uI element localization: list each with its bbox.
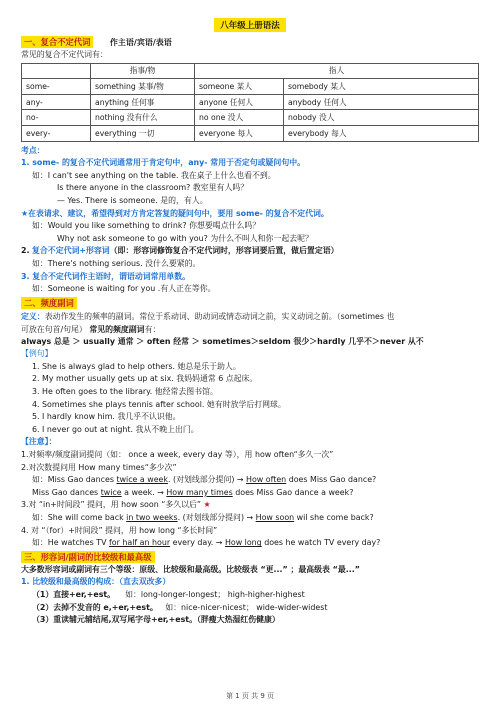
table-cell: everything 一切 — [91, 125, 195, 141]
rule-2-example: 如：nice-nicer-nicest； wide-wider-widest — [165, 602, 328, 612]
text: 如：Miss Gao dances — [32, 475, 117, 485]
star-example-1: 如：Would you like something to drink? 你想要喝点什么吗？ — [32, 221, 261, 231]
point-2-number: 2. — [21, 246, 30, 256]
note-2-example-1 — [21, 474, 479, 487]
point-1-example-2: Is there anyone in the classroom? 教室里有人吗？ — [57, 183, 249, 193]
table-cell: no one 没人 — [195, 110, 284, 126]
rule-2-label: （2）去掉不发音的 e,+er,+est。 — [32, 602, 158, 612]
text: . (对划线部分提问) → — [168, 475, 247, 485]
note-4: 4. 对 “（for）+时间段” 提问，用 how long “多长时间” — [21, 525, 218, 535]
section-3-point-1: 1. 比较级和最高级的构成：（直去双改多） — [21, 577, 171, 587]
point-1: 1. some- 的复合不定代词通常用于肯定句中，any- 常用于否定句或疑问句中。 — [21, 158, 305, 168]
definition-text: 表动作发生的频率的副词。常位于系动词、助动词或情态动词之前，实义动词之前。（sometimes 也 — [44, 311, 395, 321]
section-1-intro: 常见的复合不定代词有： — [21, 50, 108, 59]
rule-2 — [21, 602, 479, 615]
note-2: 2.对次数提问用 How many times“多少次” — [21, 462, 177, 472]
table-cell: some- — [22, 79, 91, 95]
rule-1-label: （1）直接+er,+est。 — [32, 589, 116, 599]
section-2-heading — [21, 297, 479, 309]
table-header-cell — [22, 63, 91, 79]
underlined-text: in two weeks — [126, 513, 178, 522]
section-3-intro: 大多数形容词或副词有三个等级：原级、比较级和最高级。比较级表 “更...” ；最高级表 “最...” — [21, 564, 360, 574]
example-sentence: 3. He often goes to the library. 他经常去图书馆。 — [32, 387, 218, 397]
definition-end: 有： — [144, 324, 161, 334]
key-points-label: 考点： — [21, 145, 45, 155]
title-wrap — [21, 18, 479, 32]
section-2-label: 二、频度副词 — [21, 297, 77, 309]
table-header-row — [22, 63, 479, 79]
text: does Miss Gao dance a week? — [232, 487, 354, 497]
table-cell: no- — [22, 110, 91, 126]
note-3 — [21, 499, 479, 512]
table-row — [22, 110, 479, 126]
section-1-label: 一、复合不定代词 — [21, 36, 93, 48]
example-sentence: 1. She is always glad to help others. 她总是乐于助人。 — [32, 361, 241, 371]
text: 如：She will come back — [32, 513, 127, 522]
note-1: 1.对频率/频度副词提问（如： once a week, every day 等），用 how often“多久一次” — [21, 450, 334, 460]
rule-3: （3）重读辅元辅结尾,双写尾字母+er,+est。（胖瘦大热湿红伤健康） — [32, 615, 280, 625]
text: does he watch TV every day? — [261, 538, 381, 548]
table-cell: nobody 没人 — [284, 110, 479, 126]
note-label: 【注意】： — [21, 437, 57, 447]
star-icon: ★ — [203, 500, 211, 510]
underlined-text: twice a week — [116, 475, 168, 485]
examples-label: 【例句】 — [21, 349, 53, 359]
table-cell: anyone 任何人 — [195, 94, 284, 110]
point-2-highlight: 复合不定代词+形容词 — [32, 246, 110, 256]
table-cell: somebody 某人 — [284, 79, 479, 95]
point-2-example: 如：There's nothing serious. 没什么要紧的。 — [32, 258, 201, 268]
section-3-label: 三、形容词/副词的比较级和最高级 — [21, 551, 155, 563]
table-cell: something 某事/物 — [91, 79, 195, 95]
underlined-text: twice — [100, 487, 122, 497]
table-row — [22, 79, 479, 95]
definition-bold: 常见的频度副词 — [89, 324, 145, 334]
text: Miss Gao dances — [32, 487, 101, 497]
example-sentence: 5. I hardly know him. 我几乎不认识他。 — [32, 412, 181, 422]
table-cell: anybody 任何人 — [284, 94, 479, 110]
table-cell: everyone 每人 — [195, 125, 284, 141]
table-header-cell: 指事/物 — [91, 63, 195, 79]
note-2-example-2 — [21, 487, 479, 500]
table-cell: nothing 没有什么 — [91, 110, 195, 126]
table-cell: any- — [22, 94, 91, 110]
text: . (对划线部分提问) → — [177, 513, 256, 522]
point-2-rest: （即：形容词修饰复合不定代词时，形容词要后置，做后置定语） — [109, 246, 339, 256]
text: does Miss Gao dance? — [286, 475, 377, 485]
section-3-heading — [21, 551, 479, 563]
star-example-2: Why not ask someone to go with you? 为什么不叫人和你一起去呢？ — [57, 233, 313, 243]
table-cell: everybody 每人 — [284, 125, 479, 141]
note-3-example — [21, 512, 479, 525]
underlined-text: How often — [246, 475, 287, 485]
text: every day. → — [170, 538, 225, 548]
definition-label: 定义： — [21, 311, 45, 321]
table-cell: every- — [22, 125, 91, 141]
point-2 — [21, 245, 479, 258]
text: 3.对 “in+时间段” 提问，用 how soon “多久以后” — [21, 500, 204, 510]
table-header-cell: 指人 — [195, 63, 479, 79]
page-footer: 第 1 页 共 9 页 — [225, 692, 275, 700]
section-1-heading — [21, 36, 479, 48]
star-point: ★在表请求、建议，希望得到对方肯定答复的疑问句中，要用 some- 的复合不定代词。 — [21, 208, 329, 218]
point-3: 3. 复合不定代词作主语时，谓语动词常用单数。 — [21, 271, 191, 281]
example-sentence: 2. My mother usually gets up at six. 我妈妈通常 6 点起床。 — [32, 374, 258, 384]
definition-text-2: 可放在句首/句尾） — [21, 324, 87, 334]
page-title: 八年级上册语法 — [214, 18, 286, 32]
underlined-text: for half an hour — [109, 538, 171, 548]
text: 如：He watches TV — [32, 538, 109, 548]
definition — [21, 310, 479, 336]
point-3-example: 如：Someone is waiting for you .有人正在等你。 — [32, 284, 216, 294]
example-sentence: 6. I never go out at night. 我从不晚上出门。 — [32, 424, 199, 434]
pronoun-table — [21, 63, 479, 142]
underlined-text: How soon — [255, 513, 295, 522]
point-1-example-1: 如：I can't see anything on the table. 我在桌子上什么也看不到。 — [32, 170, 276, 180]
note-4-example — [21, 537, 479, 550]
section-1-note: 作主语/宾语/表语 — [109, 38, 172, 47]
table-cell: someone 某人 — [195, 79, 284, 95]
frequency-scale: always 总是 ＞ usually 通常 ＞ often 经常 ＞ sometimes＞seldom 很少＞hardly 几乎不＞never 从不 — [21, 336, 424, 346]
point-1-example-3: — Yes. There is someone. 是的，有人。 — [57, 195, 208, 205]
rule-1-example: 如：long-longer-longest； high-higher-highest — [125, 589, 305, 599]
text: wil she come back? — [294, 513, 374, 522]
table-cell: anything 任何事 — [91, 94, 195, 110]
underlined-text: How long — [224, 538, 262, 548]
underlined-text: How many times — [166, 487, 233, 497]
example-sentence: 4. Sometimes she plays tennis after school. 她有时放学后打网球。 — [32, 399, 286, 409]
rule-1 — [21, 589, 479, 602]
text: a week. → — [121, 487, 167, 497]
table-row — [22, 94, 479, 110]
table-row — [22, 125, 479, 141]
